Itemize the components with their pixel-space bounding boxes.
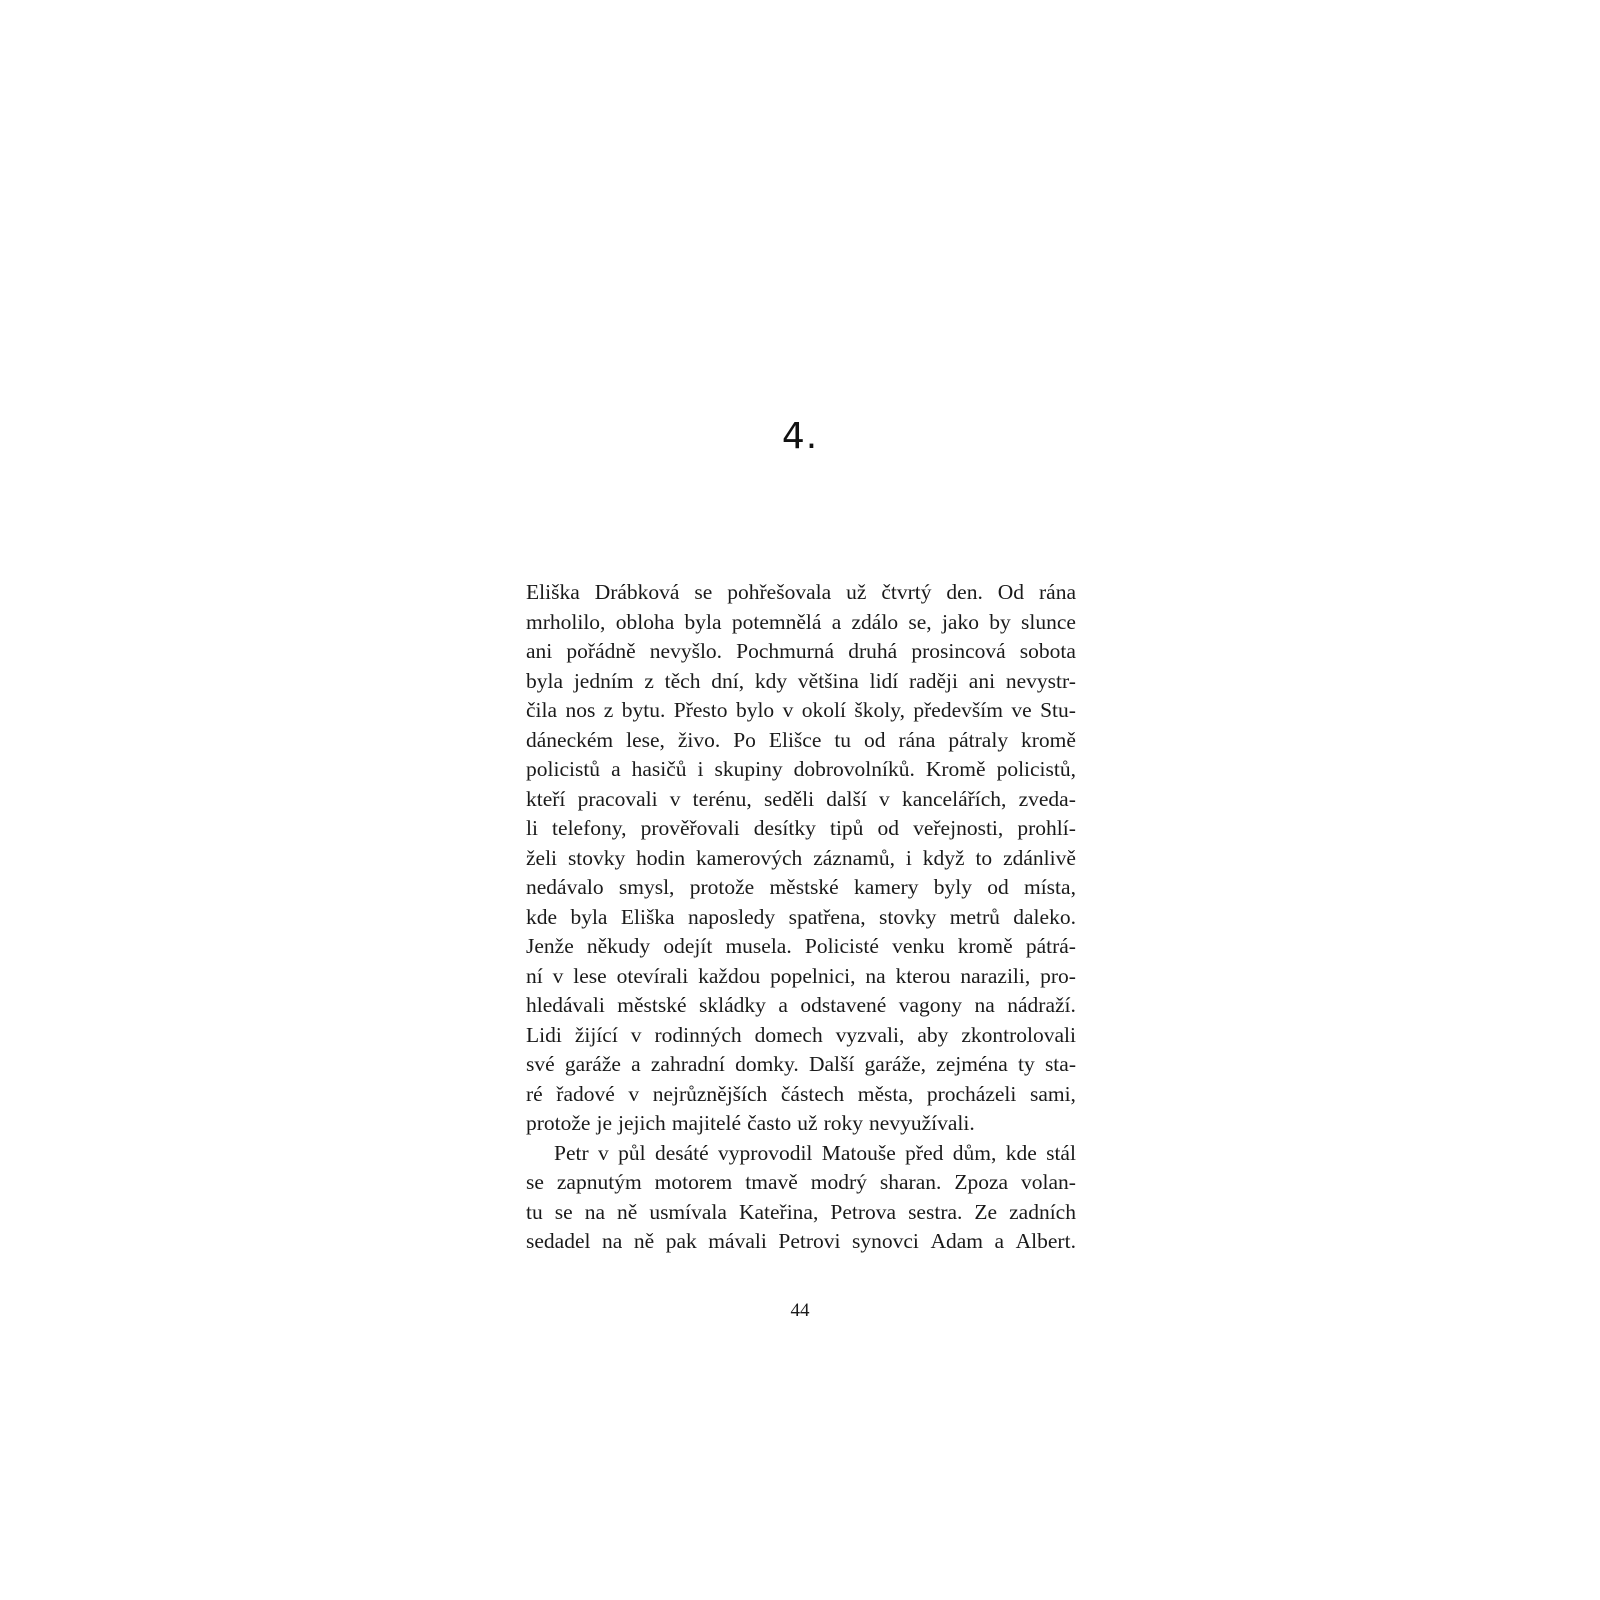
- word: když: [922, 845, 965, 870]
- word: sestra.: [908, 1199, 963, 1224]
- word: nevystr-: [1005, 668, 1076, 693]
- text-line: [526, 844, 1076, 874]
- word: raději: [909, 668, 958, 693]
- text-line: [526, 667, 1076, 697]
- text-line: [526, 1139, 1076, 1169]
- word: se: [526, 1170, 544, 1194]
- word: byly: [933, 875, 972, 899]
- text-line: [526, 785, 1076, 815]
- word: se: [554, 1199, 573, 1224]
- word: Ze: [974, 1199, 998, 1224]
- word: kamery: [853, 875, 919, 899]
- word: částech: [780, 1081, 845, 1106]
- word: pracovali: [577, 786, 658, 811]
- word: zahradní: [650, 1052, 725, 1076]
- word: pohřešovala: [727, 580, 832, 604]
- word: Lidi: [526, 1022, 562, 1047]
- word: pátraly: [948, 727, 1009, 752]
- word: terénu,: [692, 786, 752, 811]
- word: dní,: [711, 668, 745, 693]
- word: a: [611, 757, 621, 781]
- word: zkontrolovali: [961, 1022, 1076, 1047]
- word: už: [846, 580, 867, 604]
- word: ty: [1018, 1052, 1035, 1076]
- word: to: [975, 845, 993, 870]
- word: žijící: [574, 1022, 618, 1047]
- word: tu: [834, 727, 852, 752]
- word: byla: [684, 609, 722, 634]
- word: lese,: [626, 727, 665, 752]
- word: nejrůznějších: [652, 1081, 768, 1106]
- word: půl: [618, 1140, 646, 1165]
- word: okolí: [801, 698, 846, 722]
- word: protože: [689, 875, 755, 899]
- word: lese: [573, 963, 607, 988]
- word: kteří: [526, 786, 566, 811]
- word: nevyužívali.: [869, 1111, 975, 1135]
- word: garáže: [564, 1052, 621, 1076]
- word: a: [831, 609, 842, 634]
- word: synovci: [852, 1229, 919, 1253]
- word: městské: [769, 875, 839, 899]
- word: hodin: [636, 845, 686, 870]
- word: smysl,: [618, 875, 675, 899]
- chapter-number: 4.: [781, 416, 819, 457]
- word: ani: [968, 668, 996, 693]
- word: metrů: [949, 904, 1000, 929]
- text-line: [526, 755, 1076, 785]
- word: motorem: [654, 1170, 733, 1194]
- word: tmavě: [745, 1170, 798, 1194]
- word: narazili,: [960, 963, 1031, 988]
- word: kromě: [1021, 727, 1076, 752]
- word: musela.: [725, 934, 792, 958]
- word: byla: [526, 668, 564, 693]
- word: sami,: [1029, 1081, 1076, 1106]
- word: den.: [946, 580, 983, 604]
- word: garáže,: [864, 1052, 927, 1076]
- word: domech: [754, 1022, 823, 1047]
- word: jejich: [618, 1111, 666, 1135]
- word: skupiny: [714, 757, 783, 781]
- word: kde: [1005, 1140, 1037, 1165]
- word: desáté: [654, 1140, 709, 1165]
- word: od: [877, 816, 900, 840]
- word: školy,: [854, 698, 905, 722]
- word: další: [826, 786, 867, 811]
- word: Eliška: [526, 580, 580, 604]
- word: někudy: [586, 934, 651, 958]
- word: tu: [526, 1199, 543, 1224]
- word: odejít: [663, 934, 713, 958]
- word: na: [602, 1229, 623, 1253]
- text-line: [526, 637, 1076, 667]
- text-line: [526, 1227, 1076, 1257]
- word: v: [552, 963, 564, 988]
- word: Policisté: [804, 934, 879, 958]
- word: pořádně: [566, 639, 636, 663]
- word: ně: [633, 1229, 655, 1253]
- text-line: [526, 726, 1076, 756]
- word: nevyšlo.: [649, 639, 723, 663]
- text-line: [526, 932, 1076, 962]
- word: čila: [526, 698, 558, 722]
- word: rána: [1039, 580, 1076, 604]
- word: li: [526, 816, 538, 840]
- word: usmívala: [649, 1199, 727, 1224]
- text-line: [526, 962, 1076, 992]
- text-line: [526, 873, 1076, 903]
- word: prosincová: [911, 639, 1006, 663]
- word: v: [782, 698, 794, 722]
- word: je: [596, 1111, 613, 1135]
- word: Pochmurná: [736, 639, 835, 663]
- word: i: [905, 845, 912, 870]
- text-line: [526, 991, 1076, 1021]
- word: bylo: [735, 698, 775, 722]
- word: z: [603, 698, 614, 722]
- word: se: [694, 580, 713, 604]
- word: kterou: [895, 963, 951, 988]
- word: by: [989, 609, 1011, 634]
- word: aby: [917, 1022, 949, 1047]
- word: zadních: [1009, 1199, 1076, 1224]
- word: od: [864, 727, 886, 752]
- word: Elišce: [768, 727, 822, 752]
- word: vyzvali,: [835, 1022, 905, 1047]
- word: Další: [808, 1052, 855, 1076]
- word: spatřena,: [788, 904, 866, 929]
- word: často: [747, 1111, 792, 1135]
- word: procházeli: [926, 1081, 1017, 1106]
- word: majitelé: [671, 1111, 742, 1135]
- word: stovky: [567, 845, 626, 870]
- word: slunce: [1021, 609, 1076, 634]
- word: dobrovolníků.: [793, 757, 915, 781]
- word: těch: [664, 668, 701, 693]
- word: Stu-: [1040, 698, 1076, 722]
- word: zveda-: [1018, 786, 1076, 811]
- word: vyprovodil: [718, 1140, 813, 1165]
- word: kamerových: [696, 845, 803, 870]
- word: sobota: [1019, 639, 1076, 663]
- word: byla: [570, 904, 608, 929]
- text-line: [526, 608, 1076, 638]
- word: před: [905, 1140, 944, 1165]
- word: Petr: [554, 1140, 589, 1165]
- word: sta-: [1044, 1052, 1076, 1076]
- text-line: [526, 1109, 1076, 1139]
- body-text: [526, 578, 1076, 1257]
- word: a: [994, 1229, 1005, 1253]
- word: kancelářích,: [901, 786, 1007, 811]
- text-line: [526, 1050, 1076, 1080]
- word: skládky: [699, 993, 766, 1017]
- word: Petrovi: [778, 1229, 841, 1253]
- word: potemnělá: [731, 609, 822, 634]
- word: jedním: [573, 668, 634, 693]
- word: ani: [526, 639, 553, 663]
- word: naposledy: [688, 904, 776, 929]
- word: v: [628, 1081, 640, 1106]
- word: i: [697, 757, 704, 781]
- word: ně: [617, 1199, 638, 1224]
- word: živo.: [677, 727, 721, 752]
- word: rána: [898, 727, 936, 752]
- word: kde: [526, 904, 558, 929]
- word: sedadel: [526, 1229, 591, 1253]
- word: v: [879, 786, 890, 811]
- word: stovky: [878, 904, 937, 929]
- word: zapnutým: [556, 1170, 642, 1194]
- word: dáneckém: [526, 727, 614, 752]
- word: v: [669, 786, 681, 811]
- text-line: [526, 696, 1076, 726]
- word: každou: [698, 963, 761, 988]
- page-number: 44: [790, 1300, 810, 1321]
- word: mávali: [708, 1229, 767, 1253]
- word: veřejnosti,: [913, 816, 1004, 840]
- word: čtvrtý: [881, 580, 932, 604]
- word: volan-: [1021, 1170, 1076, 1194]
- word: hasičů: [631, 757, 687, 781]
- word: mrholilo,: [526, 609, 606, 634]
- word: zejména: [936, 1052, 1008, 1076]
- word: venku: [892, 934, 945, 958]
- word: telefony,: [552, 816, 627, 840]
- text-line: [526, 903, 1076, 933]
- word: prověřovali: [640, 816, 740, 840]
- word: z: [644, 668, 654, 693]
- paragraph: [526, 1139, 1076, 1257]
- word: ré: [526, 1081, 543, 1106]
- word: želi: [526, 845, 558, 870]
- word: místa,: [1023, 875, 1076, 899]
- word: hledávali: [526, 993, 605, 1017]
- text-line: [526, 1198, 1076, 1228]
- word: pak: [665, 1229, 697, 1253]
- word: Matouše: [821, 1140, 896, 1165]
- word: a: [631, 1052, 641, 1076]
- word: nedávalo: [526, 875, 604, 899]
- word: v: [630, 1022, 642, 1047]
- word: Jenže: [526, 934, 574, 958]
- word: v: [598, 1140, 609, 1165]
- word: seděli: [763, 786, 815, 811]
- word: druhá: [848, 639, 898, 663]
- word: desítky: [753, 816, 816, 840]
- word: především: [913, 698, 1003, 722]
- text-line: [526, 814, 1076, 844]
- word: bytu.: [621, 698, 666, 722]
- text-line: [526, 578, 1076, 608]
- word: modrý: [810, 1170, 867, 1194]
- word: kromě: [957, 934, 1013, 958]
- word: své: [526, 1052, 555, 1076]
- word: Eliška: [620, 904, 675, 929]
- paragraph-container: [526, 578, 1076, 1257]
- word: Albert.: [1015, 1229, 1076, 1253]
- word: protože: [526, 1111, 591, 1135]
- word: kdy: [754, 668, 788, 693]
- word: obloha: [615, 609, 675, 634]
- word: pátrá-: [1025, 934, 1076, 958]
- word: zdálo: [851, 609, 899, 634]
- word: Od: [997, 580, 1025, 604]
- word: na: [865, 963, 886, 988]
- word: daleko.: [1013, 904, 1076, 929]
- word: Adam: [930, 1229, 983, 1253]
- word: vagony: [898, 993, 963, 1017]
- text-line: [526, 1021, 1076, 1051]
- text-line: [526, 1168, 1076, 1198]
- word: dům,: [952, 1140, 997, 1165]
- word: pro-: [1040, 963, 1076, 988]
- word: otevírali: [616, 963, 689, 988]
- word: sharan.: [879, 1170, 942, 1194]
- word: Přesto: [673, 698, 728, 722]
- word: popelnici,: [770, 963, 856, 988]
- word: tipů: [829, 816, 864, 840]
- word: prohlí-: [1017, 816, 1076, 840]
- word: nádraží.: [1007, 993, 1076, 1017]
- word: Drábková: [594, 580, 680, 604]
- paragraph: [526, 578, 1076, 1139]
- word: Kromě: [925, 757, 986, 781]
- word: na: [974, 993, 995, 1017]
- word: na: [584, 1199, 605, 1224]
- word: ní: [526, 963, 543, 988]
- word: policistů,: [996, 757, 1076, 781]
- word: zdánlivě: [1003, 845, 1076, 870]
- word: rodinných: [654, 1022, 742, 1047]
- word: policistů: [526, 757, 601, 781]
- text-line: [526, 1080, 1076, 1110]
- word: a: [778, 993, 788, 1017]
- word: stál: [1046, 1140, 1076, 1165]
- word: Petrova: [830, 1199, 897, 1224]
- word: nos: [565, 698, 596, 722]
- word: se,: [908, 609, 932, 634]
- word: města,: [857, 1081, 914, 1106]
- word: lidí: [869, 668, 899, 693]
- word: od: [987, 875, 1009, 899]
- word: odstavené: [800, 993, 887, 1017]
- word: záznamů,: [813, 845, 895, 870]
- word: městské: [617, 993, 687, 1017]
- word: Po: [733, 727, 756, 752]
- word: řadové: [556, 1081, 615, 1106]
- word: už: [797, 1111, 818, 1135]
- word: Zpoza: [954, 1170, 1009, 1194]
- word: jako: [941, 609, 979, 634]
- word: Kateřina,: [738, 1199, 819, 1224]
- word: domky.: [735, 1052, 799, 1076]
- word: ve: [1011, 698, 1032, 722]
- word: roky: [823, 1111, 864, 1135]
- word: většina: [797, 668, 859, 693]
